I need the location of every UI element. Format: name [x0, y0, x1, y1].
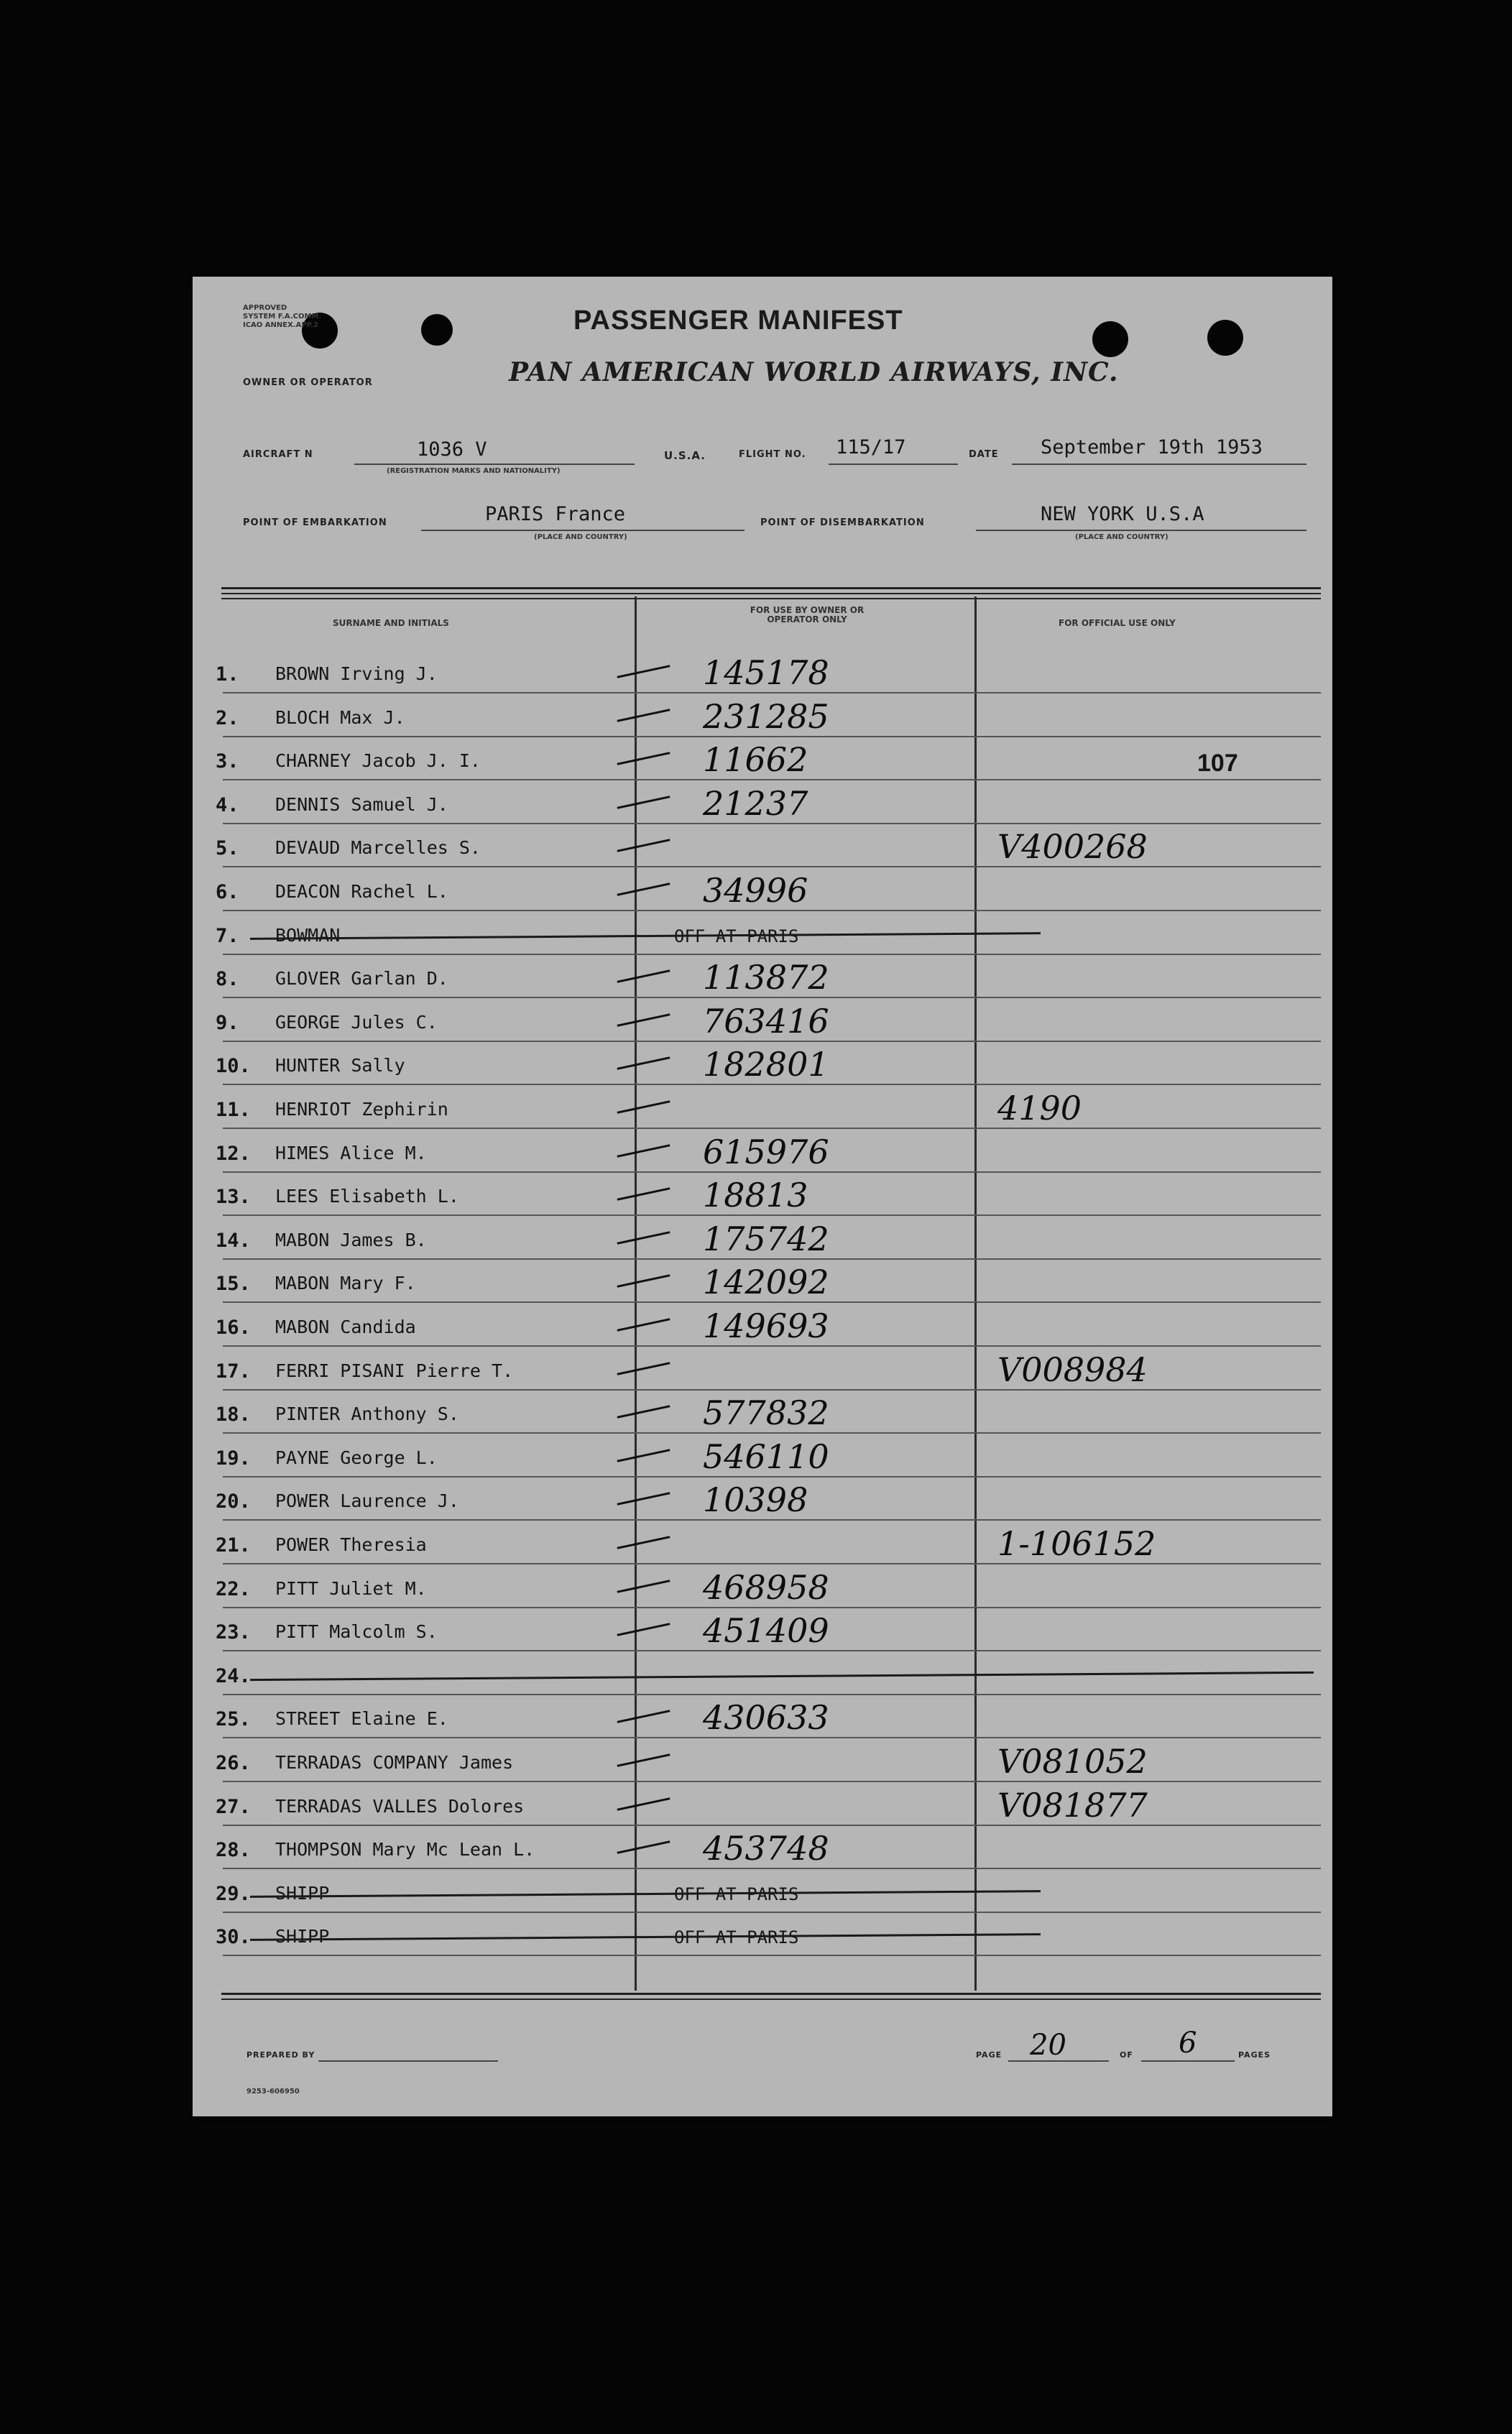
passenger-name: HUNTER Sally	[275, 1055, 405, 1076]
owner-ticket-number: OFF AT PARIS	[674, 1927, 799, 1947]
check-mark	[617, 796, 670, 809]
passenger-name: DEVAUD Marcelles S.	[275, 837, 481, 858]
check-mark	[617, 1405, 670, 1419]
table-rule	[221, 1999, 1321, 2000]
owner-ticket-number: 453748	[703, 1829, 829, 1868]
punch-hole	[1207, 320, 1243, 356]
row-line	[223, 1041, 1321, 1042]
flight-label: FLIGHT NO.	[739, 449, 806, 460]
disembarkation-underline	[976, 530, 1306, 531]
row-number: 7.	[216, 925, 239, 947]
table-row	[193, 1220, 1332, 1267]
check-mark	[617, 665, 670, 678]
owner-ticket-number: 142092	[703, 1263, 829, 1301]
row-line	[223, 1301, 1321, 1303]
check-mark	[617, 1274, 670, 1288]
row-line	[223, 1737, 1321, 1738]
table-row	[193, 1698, 1332, 1746]
table-row	[193, 1045, 1332, 1092]
passenger-name: TERRADAS VALLES Dolores	[275, 1796, 525, 1817]
row-line	[223, 1389, 1321, 1391]
row-line	[223, 997, 1321, 998]
check-mark	[617, 1623, 670, 1636]
official-number: 1-106152	[997, 1524, 1156, 1563]
strike-through-line	[250, 1890, 1041, 1898]
date-value: September 19th 1953	[1041, 436, 1263, 458]
owner-ticket-number: 451409	[703, 1611, 829, 1650]
passenger-name: MABON Mary F.	[275, 1273, 416, 1294]
official-number: V400268	[997, 827, 1148, 866]
owner-ticket-number: 18813	[703, 1176, 808, 1214]
passenger-name: LEES Elisabeth L.	[275, 1186, 459, 1207]
check-mark	[617, 1187, 670, 1201]
prepared-by-underline	[318, 2060, 498, 2062]
owner-ticket-number: 113872	[703, 958, 829, 997]
disembarkation-label: POINT OF DISEMBARKATION	[760, 517, 925, 528]
strike-through-line	[250, 932, 1041, 940]
row-number: 14.	[216, 1230, 251, 1252]
row-number: 1.	[216, 663, 239, 686]
row-number: 16.	[216, 1317, 251, 1339]
row-line	[223, 1258, 1321, 1260]
passenger-name: BLOCH Max J.	[275, 707, 405, 728]
row-line	[223, 1519, 1321, 1521]
passenger-name: SHIPP	[275, 1926, 330, 1947]
passenger-name: SHIPP	[275, 1883, 330, 1904]
owner-ticket-number: 182801	[703, 1045, 829, 1084]
row-number: 8.	[216, 968, 239, 990]
table-row	[193, 740, 1332, 788]
row-number: 26.	[216, 1752, 251, 1774]
aircraft-label: AIRCRAFT N	[243, 449, 313, 460]
pages-label: PAGES	[1238, 2050, 1271, 2060]
owner-ticket-number: 615976	[703, 1133, 829, 1171]
of-underline	[1141, 2060, 1235, 2062]
check-mark	[617, 709, 670, 722]
row-number: 15.	[216, 1273, 251, 1295]
passenger-name: STREET Elaine E.	[275, 1708, 448, 1729]
form-number: 9253-606950	[246, 2088, 300, 2096]
check-mark	[617, 882, 670, 896]
row-line	[223, 954, 1321, 955]
row-number: 27.	[216, 1796, 251, 1818]
passenger-name: MABON Candida	[275, 1317, 416, 1337]
flight-value: 115/17	[836, 436, 906, 458]
owner-ticket-number: 175742	[703, 1220, 829, 1258]
passenger-name: PITT Malcolm S.	[275, 1621, 438, 1642]
table-row	[193, 919, 1332, 962]
table-row	[193, 1611, 1332, 1659]
row-number: 24.	[216, 1665, 251, 1687]
table-rule	[221, 593, 1321, 594]
check-mark	[617, 1100, 670, 1114]
row-number: 19.	[216, 1447, 251, 1470]
country-label: U.S.A.	[664, 449, 706, 462]
row-line	[223, 910, 1321, 911]
row-number: 13.	[216, 1186, 251, 1208]
owner-ticket-number: 546110	[703, 1437, 829, 1476]
row-line	[223, 779, 1321, 780]
check-mark	[617, 839, 670, 852]
table-row	[193, 1176, 1332, 1223]
row-number: 22.	[216, 1578, 251, 1600]
table-row	[193, 1659, 1332, 1702]
passenger-name: TERRADAS COMPANY James	[275, 1752, 514, 1773]
row-number: 5.	[216, 837, 239, 859]
passenger-name: PITT Juliet M.	[275, 1578, 427, 1599]
row-line	[223, 1825, 1321, 1826]
check-mark	[617, 1840, 670, 1854]
table-row	[193, 784, 1332, 831]
table-row	[193, 653, 1332, 701]
table-row	[193, 871, 1332, 918]
row-line	[223, 1694, 1321, 1695]
row-number: 3.	[216, 750, 239, 773]
owner-ticket-number: OFF AT PARIS	[674, 1884, 799, 1904]
row-number: 17.	[216, 1360, 251, 1383]
table-row	[193, 1524, 1332, 1572]
row-number: 25.	[216, 1708, 251, 1730]
table-rule	[221, 1993, 1321, 1995]
check-mark	[617, 1056, 670, 1070]
row-line	[223, 1607, 1321, 1608]
table-row	[193, 1089, 1332, 1136]
owner-ticket-number: 10398	[703, 1480, 808, 1519]
row-number: 12.	[216, 1143, 251, 1165]
table-row	[193, 827, 1332, 875]
disembarkation-value: NEW YORK U.S.A	[1041, 503, 1204, 525]
official-use-column-header: FOR OFFICIAL USE ONLY	[1059, 618, 1176, 628]
table-row	[193, 1877, 1332, 1920]
owner-ticket-number: 34996	[703, 871, 808, 910]
side-annotation: 107	[1197, 750, 1238, 777]
flight-underline	[829, 464, 958, 465]
check-mark	[617, 1753, 670, 1767]
aircraft-underline	[354, 464, 635, 465]
strike-through-line	[250, 1672, 1314, 1681]
manifest-sheet	[193, 277, 1332, 2116]
row-number: 20.	[216, 1490, 251, 1513]
table-row	[193, 1786, 1332, 1833]
passenger-name: BOWMAN	[275, 925, 341, 946]
embarkation-underline	[421, 530, 745, 531]
operator-name: PAN AMERICAN WORLD AIRWAYS, INC.	[509, 357, 1119, 387]
row-line	[223, 1955, 1321, 1956]
row-line	[223, 1912, 1321, 1913]
row-number: 10.	[216, 1055, 251, 1077]
check-mark	[617, 1492, 670, 1506]
embarkation-label: POINT OF EMBARKATION	[243, 517, 387, 528]
owner-label: OWNER OR OPERATOR	[243, 377, 373, 388]
passenger-name: MABON James B.	[275, 1230, 427, 1250]
table-row	[193, 1829, 1332, 1876]
prepared-by-label: PREPARED BY	[246, 2050, 315, 2060]
approved-line: SYSTEM F.A.COMM.	[243, 313, 322, 321]
table-row	[193, 1742, 1332, 1789]
embarkation-value: PARIS France	[485, 503, 626, 525]
row-line	[223, 692, 1321, 693]
date-underline	[1012, 464, 1306, 465]
punch-hole	[421, 314, 453, 346]
place-caption-2: (PLACE AND COUNTRY)	[1075, 533, 1168, 541]
row-line	[223, 1214, 1321, 1216]
row-line	[223, 1171, 1321, 1173]
table-row	[193, 958, 1332, 1005]
passenger-name: GEORGE Jules C.	[275, 1012, 438, 1033]
row-number: 9.	[216, 1012, 239, 1034]
row-line	[223, 736, 1321, 737]
passenger-name: GLOVER Garlan D.	[275, 968, 448, 989]
row-line	[223, 1345, 1321, 1347]
table-row	[193, 697, 1332, 745]
check-mark	[617, 752, 670, 765]
check-mark	[617, 1144, 670, 1158]
row-line	[223, 1084, 1321, 1085]
approved-line: ICAO ANNEX.APP.2	[243, 321, 318, 329]
table-row	[193, 1350, 1332, 1398]
passenger-name: POWER Laurence J.	[275, 1490, 459, 1511]
row-number: 4.	[216, 794, 239, 816]
table-row	[193, 1133, 1332, 1180]
row-line	[223, 1868, 1321, 1869]
owner-ticket-number: 468958	[703, 1568, 829, 1607]
page-title: PASSENGER MANIFEST	[573, 305, 903, 336]
row-number: 18.	[216, 1403, 251, 1426]
row-number: 23.	[216, 1621, 251, 1644]
owner-ticket-number: 763416	[703, 1002, 829, 1041]
official-number: V081877	[997, 1786, 1148, 1825]
approved-line: APPROVED	[243, 304, 287, 312]
check-mark	[617, 1797, 670, 1811]
check-mark	[617, 1318, 670, 1332]
table-row	[193, 1263, 1332, 1310]
passenger-name: PAYNE George L.	[275, 1447, 438, 1468]
passenger-name: THOMPSON Mary Mc Lean L.	[275, 1839, 535, 1860]
row-line	[223, 1781, 1321, 1782]
table-row	[193, 1568, 1332, 1615]
owner-ticket-number: 231285	[703, 697, 829, 736]
passenger-name: POWER Theresia	[275, 1534, 427, 1555]
owner-ticket-number: 145178	[703, 653, 829, 692]
owner-ticket-number: 577832	[703, 1393, 829, 1432]
passenger-name: HENRIOT Zephirin	[275, 1099, 448, 1120]
punch-hole	[1092, 321, 1128, 357]
passenger-name: DENNIS Samuel J.	[275, 794, 448, 815]
passenger-name: CHARNEY Jacob J. I.	[275, 750, 481, 771]
passenger-name: PINTER Anthony S.	[275, 1403, 459, 1424]
place-caption: (PLACE AND COUNTRY)	[534, 533, 627, 541]
table-row	[193, 1480, 1332, 1528]
date-label: DATE	[969, 449, 999, 460]
row-number: 21.	[216, 1534, 251, 1557]
check-mark	[617, 1580, 670, 1593]
of-label: OF	[1120, 2050, 1133, 2060]
row-line	[223, 1432, 1321, 1434]
row-number: 28.	[216, 1839, 251, 1861]
row-number: 2.	[216, 707, 239, 729]
row-line	[223, 866, 1321, 867]
check-mark	[617, 1231, 670, 1245]
passenger-name: HIMES Alice M.	[275, 1143, 427, 1163]
passenger-name: BROWN Irving J.	[275, 663, 438, 684]
check-mark	[617, 1013, 670, 1027]
table-row	[193, 1920, 1332, 1963]
table-rule	[221, 598, 1321, 599]
official-number: 4190	[997, 1089, 1082, 1128]
official-number: V081052	[997, 1742, 1148, 1781]
aircraft-value: 1036 V	[417, 438, 487, 461]
check-mark	[617, 1710, 670, 1723]
table-rule	[221, 587, 1321, 589]
check-mark	[617, 1536, 670, 1549]
row-number: 6.	[216, 881, 239, 903]
check-mark	[617, 969, 670, 983]
owner-use-column-header: FOR USE BY OWNER OR OPERATOR ONLY	[750, 605, 865, 624]
row-line	[223, 1476, 1321, 1478]
row-line	[223, 823, 1321, 824]
row-line	[223, 1650, 1321, 1651]
approved-stamp	[243, 304, 321, 330]
passenger-name: FERRI PISANI Pierre T.	[275, 1360, 514, 1381]
row-number: 29.	[216, 1883, 251, 1905]
owner-ticket-number: 11662	[703, 740, 808, 779]
surname-column-header: SURNAME AND INITIALS	[333, 618, 449, 628]
row-number: 30.	[216, 1926, 251, 1948]
official-number: V008984	[997, 1350, 1148, 1389]
owner-ticket-number: 149693	[703, 1306, 829, 1345]
page-label: PAGE	[976, 2050, 1002, 2060]
strike-through-line	[250, 1933, 1041, 1941]
table-row	[193, 1306, 1332, 1354]
table-row	[193, 1393, 1332, 1441]
owner-ticket-number: 430633	[703, 1698, 829, 1737]
check-mark	[617, 1362, 670, 1375]
registration-caption: (REGISTRATION MARKS AND NATIONALITY)	[387, 467, 561, 475]
page-value: 20	[1030, 2029, 1066, 2062]
row-line	[223, 1128, 1321, 1129]
owner-ticket-number: OFF AT PARIS	[674, 926, 799, 946]
table-row	[193, 1002, 1332, 1049]
of-value: 6	[1179, 2027, 1197, 2060]
row-line	[223, 1563, 1321, 1564]
table-row	[193, 1437, 1332, 1485]
check-mark	[617, 1449, 670, 1462]
row-number: 11.	[216, 1099, 251, 1121]
owner-ticket-number: 21237	[703, 784, 808, 823]
passenger-name: DEACON Rachel L.	[275, 881, 448, 902]
